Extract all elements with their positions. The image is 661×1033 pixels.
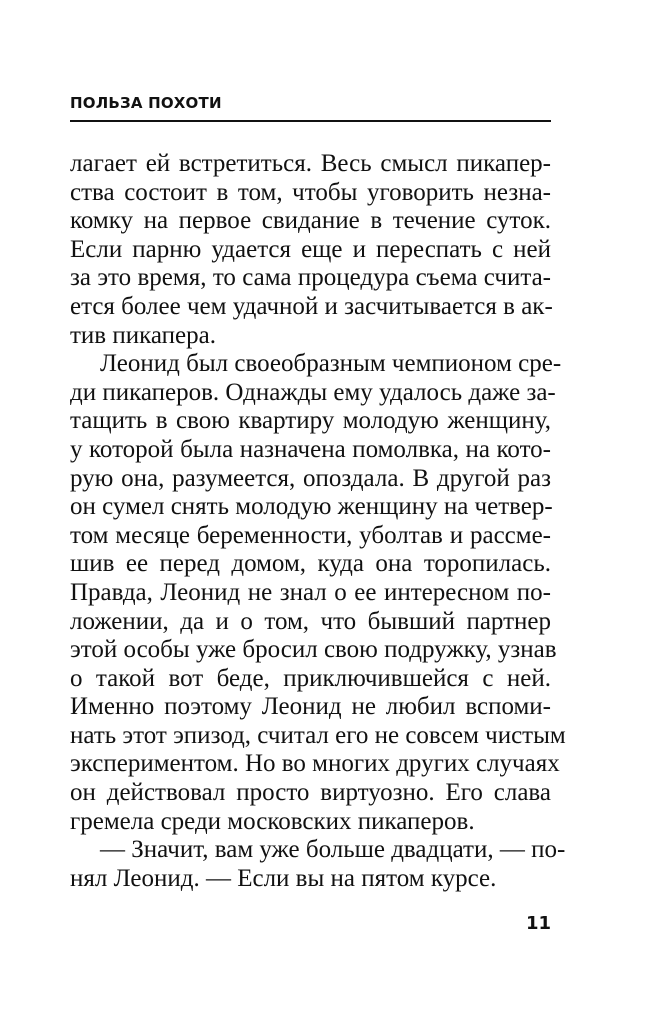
text-line: нял Леонид. — Если вы на пятом курсе. [70,864,497,892]
header-rule [70,120,551,122]
running-head: ПОЛЬЗА ПОХОТИ [70,94,222,112]
text-line: комку на первое свидание в течение суток. [70,207,551,235]
page-number: 11 [525,913,551,934]
text-line: ства состоит в том, чтобы уговорить незна- [70,178,551,206]
text-line: экспериментом. Но во многих других случаях [70,750,560,778]
text-line: Правда, Леонид не знал о ее интересном по- [70,578,551,606]
text-line: гремела среди московских пикаперов. [70,807,475,835]
text-line: Леонид был своеобразным чемпионом сре- [100,350,562,378]
text-line: рую она, разумеется, опоздала. В другой раз [70,464,551,492]
text-line: ди пикаперов. Однажды ему удалось даже за- [70,378,556,406]
text-line: шив ее перед домом, куда она торопилась. [70,550,551,578]
text-line: за это время, то сама процедура съема счита- [70,264,551,292]
body-text [70,150,566,893]
text-line: лагает ей встретиться. Весь смысл пикапер- [70,150,551,177]
text-line: Именно поэтому Леонид не любил вспоми- [70,693,551,721]
text-line: о такой вот беде, приключившейся с ней. [70,664,551,692]
text-line: том месяце беременности, уболтав и рассме- [70,521,551,549]
text-line: он действовал просто виртуозно. Его слава [70,779,551,807]
text-line: у которой была назначена помолвка, на кото- [70,435,551,463]
text-line: ется более чем удачной и засчитывается в ак- [70,292,553,320]
text-line: он сумел снять молодую женщину на четвер- [70,493,553,521]
text-line: — Значит, вам уже больше двадцати, — по- [100,836,566,864]
text-line: тив пикапера. [70,321,216,349]
text-line: этой особы уже бросил свою подружку, узнав [70,636,557,664]
text-line: Если парню удается еще и переспать с ней [70,235,551,263]
text-line: ложении, да и о том, что бывший партнер [70,607,551,635]
text-line: нать этот эпизод, считал его не совсем чистым [70,721,566,749]
text-line: тащить в свою квартиру молодую женщину, [70,407,551,435]
